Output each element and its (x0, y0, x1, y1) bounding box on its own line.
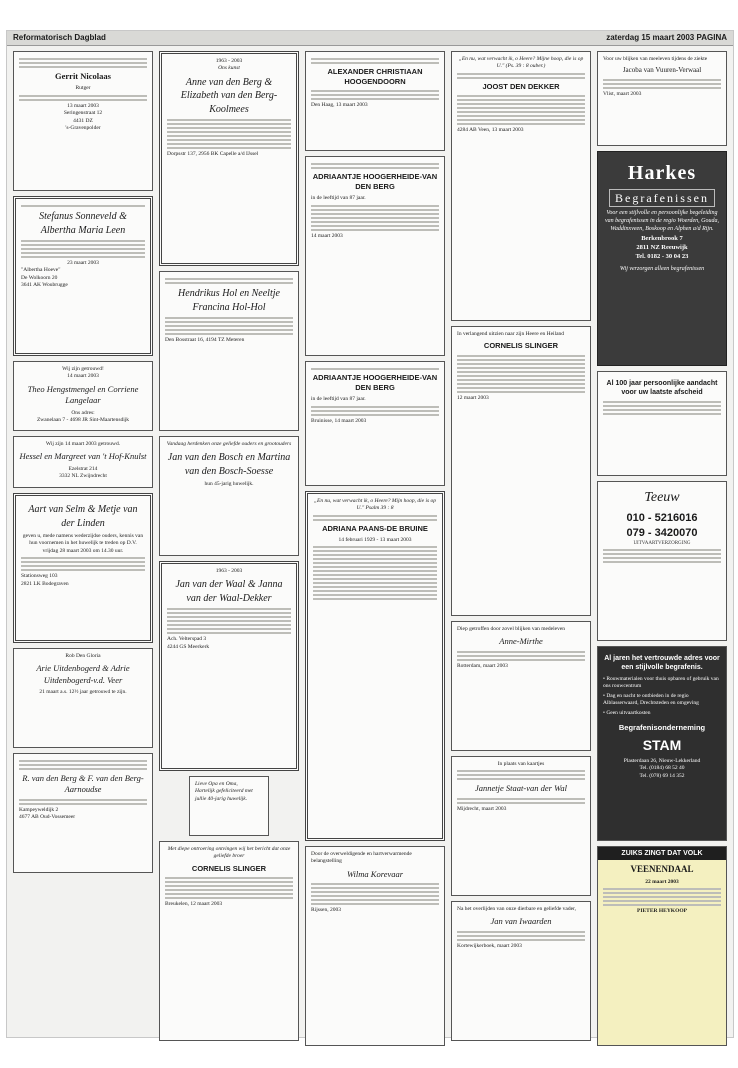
stam-phone-2: Tel. (078) 69 14 352 (639, 772, 685, 779)
publication-name: Reformatorisch Dagblad (13, 33, 106, 42)
teeuw-phone-1: 010 - 5216016 (626, 511, 698, 524)
announcement-title: Rob Den Gloria (65, 653, 101, 659)
announcement-address: Stationsweg 103 2821 LK Bodegraven (21, 573, 69, 587)
hundred-years-ad (597, 371, 727, 476)
death-announcement-hoogendoorn (305, 51, 445, 151)
announcement-names: ADRIAANTJE HOOGERHEIDE-VAN DEN BERG (312, 172, 438, 192)
text-lines (457, 770, 585, 780)
text-lines (603, 888, 721, 906)
text-lines (603, 79, 721, 89)
announcement-text: geven u, mede namens wederzijdse ouders, kennis van hun voornemen in het huwelijk te treden op D.V. vrijdag 28 maart 2003 om 14.30 uur. (22, 533, 144, 554)
greeting-card (189, 776, 269, 836)
stam-funeral-ad (597, 646, 727, 841)
announcement-subtitle: Ons kunst (218, 65, 240, 72)
announcement-names: Arie Uitdenbogerd & Adrie Uitdenbogerd-v.d. Veer (36, 663, 130, 685)
text-lines (457, 73, 585, 79)
teeuw-logo: Teeuw (644, 490, 680, 505)
page-header (7, 31, 733, 46)
announcement-title: Door de overweldigende en hartverwarmende belangstelling (311, 851, 412, 865)
text-lines (457, 355, 585, 393)
death-announcement-hoogerheide-2 (305, 361, 445, 486)
announcement-names: JOOST DEN DEKKER (482, 81, 560, 91)
text-lines (603, 549, 721, 563)
text-lines (313, 546, 437, 600)
anniversary-announcement-hol (159, 271, 299, 431)
announcement-date: Breukelen, 12 maart 2003 (165, 900, 223, 907)
harkes-text: Voor een stijlvolle en persoonlijke begeleiding van begrafenissen in de regio Woerden, Gouda, Waddinxveen, Boskoop en Alphen a/d Rijn. (605, 210, 719, 233)
announcement-address: Ach. Velterspad 3 4244 GS Meerkerk (167, 636, 210, 650)
announcement-title: Met diepe ontroering ontvingen wij het bericht dat onze geliefde broer (167, 846, 291, 860)
announcement-date: 13 maart 2003 (67, 102, 99, 109)
text-lines (165, 317, 293, 335)
death-announcement-slinger (159, 841, 299, 1041)
death-announcement-slinger-2 (451, 326, 591, 616)
announcement-title: Vandaag herdenken onze geliefde ouders en grootouders (166, 441, 292, 447)
announcement-date: 14 maart 2003 (311, 232, 343, 239)
announcement-names: CORNELIS SLINGER (191, 863, 267, 873)
announcement-names: Stefanus Sonneveld & Albertha Maria Leen (39, 211, 127, 236)
text-lines (457, 651, 585, 661)
announcement-names: ALEXANDER CHRISTIAAN HOOGENDOORN (327, 67, 423, 87)
announcement-title: Diep getroffen door zovel blijken van medeleven (457, 626, 566, 632)
announcement-title: Wij zijn getrouwd! (62, 366, 104, 372)
teeuw-ad (597, 481, 727, 641)
text-lines (311, 883, 439, 905)
announcement-names: Anne-Mirthe (499, 636, 543, 647)
text-lines (21, 205, 145, 207)
death-announcement-hoogerheide-1 (305, 156, 445, 356)
announcement-names: Jan van Iwaarden (490, 916, 552, 927)
announcement-names: Jan van der Waal & Janna van der Waal-Dekker (175, 579, 283, 604)
text-lines (457, 931, 585, 941)
announcement-name: Gerrit Nicolaas (55, 71, 111, 81)
announcement-date: 1963 - 2003 (215, 58, 243, 64)
greeting-text: Lieve Opa en Oma, Hartelijk gefeliciteerd met jullie 40-jarig huwelijk. (195, 781, 253, 802)
text-lines (313, 515, 437, 521)
veenendaal-concert-ad (597, 846, 727, 1046)
announcement-address: "Albertha Hoeve" De Wolkoorn 20 3641 AK Woubrugge (21, 267, 68, 289)
announcement-names: ADRIAANTJE HOOGERHEIDE-VAN DEN BERG (312, 373, 438, 393)
text-lines (165, 278, 293, 284)
announcement-address: Ons adres: Zwanelaan 7 - 4698 JR Sint-Maartensdijk (36, 409, 130, 424)
thank-you-announcement-van-iwaarden (451, 901, 591, 1041)
harkes-subtitle: Begrafenissen (609, 189, 715, 207)
stam-title: Al jaren het vertrouwde adres voor een stijlvolle begrafenis. (604, 655, 720, 672)
text-lines (19, 58, 147, 68)
concert-date: 22 maart 2003 (645, 878, 679, 885)
announcement-title: Na het overlijden van onze dierbare en geliefde vader, (457, 906, 577, 912)
text-lines (457, 95, 585, 125)
anniversary-announcement-van-den-bosch (159, 436, 299, 556)
teeuw-tagline: UITVAARTVERZORGING (633, 540, 691, 546)
venue-name: VEENENDAAL (630, 864, 694, 875)
text-lines (21, 240, 145, 258)
announcement-date: Mijdrecht, maart 2003 (457, 805, 507, 812)
announcement-names: Jan van den Bosch en Martina van den Bosch-Soesse (167, 452, 291, 477)
ad-title: Al 100 jaar persoonlijke aandacht voor uw laatste afscheid (606, 380, 718, 397)
harkes-address: Berkenbrook 7 2811 NZ Reeuwijk Tel. 0182 - 30 04 23 (635, 235, 689, 260)
announcement-date: 1963 - 2003 (215, 568, 243, 574)
announcement-address: Dorpsstr 137, 2956 BK Capelle a/d IJssel (167, 151, 259, 158)
bullet-item: • Rouwmaterialen voor thuis opbaren of gebruik van ons rouwcentrum (603, 676, 721, 691)
announcement-date: 12 maart 2003 (457, 394, 489, 401)
announcement-title: Wij zijn 14 maart 2003 getrouwd. (45, 441, 121, 447)
stam-heading: Begrafenisonderneming (618, 722, 706, 732)
thank-you-announcement-korevaar (305, 846, 445, 1046)
text-lines (311, 205, 439, 231)
announcement-subname: Rutger (75, 85, 91, 92)
text-lines (311, 368, 439, 370)
text-lines (165, 877, 293, 899)
text-lines (311, 163, 439, 169)
announcement-date: Bruinisse, 14 maart 2003 (311, 417, 367, 424)
bullet-item: • Dag en nacht te ontbieden in de regio Alblasserwaard, Drechtsteden en omgeving (603, 693, 721, 708)
text-lines (167, 119, 291, 149)
announcement-names: Jannetje Staat-van der Wal (475, 783, 567, 794)
ad-heading: ZUIKS ZINGT DAT VOLK (598, 847, 726, 860)
wedding-announcement-sonneveld (13, 196, 153, 356)
announcement-names: Aart van Selm & Metje van der Linden (28, 504, 138, 529)
announcement-title: „En nu, wat verwacht ik, o Heere? Mijn hoop, die is op U." Psalm 39 : 8 (313, 498, 436, 512)
text-lines (457, 798, 585, 804)
announcement-address: Kampeyweldijk 2 4677 AB Oud-Vossemeer (19, 806, 76, 821)
wedding-announcement-hengstmengel (13, 361, 153, 431)
announcement-names: R. van den Berg & F. van den Berg-Aarnoudse (22, 773, 144, 795)
announcement-address: Den Bosstraat 16, 4194 TZ Meteren (165, 337, 245, 343)
announcement-title: „En nu, wat verwacht ik, o Heere? Mijne hoop, die is op U." (Ps. 39 : 8 ouber.) (458, 56, 584, 70)
announcement-date: 4284 AB Veen, 13 maart 2003 (457, 126, 524, 133)
stam-logo: STAM (642, 737, 682, 754)
text-lines (19, 95, 147, 101)
announcement-names: Hendrikus Hol en Neeltje Francina Hol-Hol (178, 288, 280, 313)
announcement-date: Kortewijkerboek, maart 2003 (457, 942, 522, 949)
announcement-title: Voor uw blijken van meeleven tijdens de ziekte (603, 56, 708, 62)
announcement-date: 14 maart 2003 (67, 373, 99, 380)
text-lines (167, 608, 291, 634)
announcement-address: Ezelstrat 214 3332 NL Zwijndrecht (59, 465, 107, 480)
anniversary-announcement-van-den-berg (13, 753, 153, 873)
stam-phone: Tel. (0184) 68 52 40 (639, 765, 685, 772)
announcement-names: Jacoba van Vuuren-Verwaal (622, 66, 702, 75)
text-lines (311, 58, 439, 64)
newspaper-page (6, 30, 734, 1038)
announcement-text: hun 45-jarig huwelijk. (204, 481, 254, 488)
announcement-title: In plaats van kaartjes (497, 761, 545, 767)
announcement-names: Wilma Korevaar (346, 868, 404, 879)
announcement-date: Den Haag, 13 maart 2003 (311, 102, 368, 109)
text-lines (19, 760, 147, 770)
announcement-date: 14 februari 1929 - 13 maart 2003 (338, 536, 412, 543)
announcement-names: Theo Hengstmengel en Corriene Langelaar (27, 383, 139, 406)
death-announcement-paans (305, 491, 445, 841)
announcement-date: 23 maart 2003 (67, 260, 99, 266)
engagement-announcement-van-selm (13, 493, 153, 643)
text-lines (19, 799, 147, 805)
announcement-text: in de leeftijd van 87 jaar. (311, 195, 366, 202)
anniversary-announcement-anne-van-den-berg (159, 51, 299, 266)
death-announcement-den-dekker (451, 51, 591, 321)
stam-bullets (603, 676, 721, 717)
wedding-announcement-van-t-hof (13, 436, 153, 488)
announcement-date: Vlist, maart 2003 (603, 90, 642, 97)
page-date: zaterdag 15 maart 2003 PAGINA (606, 33, 727, 42)
teeuw-phone-2: 079 - 3420070 (626, 526, 698, 539)
thank-you-announcement-anne-mirthe (451, 621, 591, 751)
performer-name: PIETER HEYKOOP (637, 908, 687, 914)
announcement-date: Rotterdam, maart 2003 (457, 662, 508, 669)
announcement-names: Hessel en Margreet van 't Hof-Knulst (19, 451, 147, 462)
announcement-title: In verlangend uitzien naar zijn Heere en Heiland (457, 331, 565, 337)
birth-announcement-gerrit (13, 51, 153, 191)
thank-you-announcement-van-vuuren (597, 51, 727, 146)
text-lines (311, 90, 439, 100)
announcement-date: Rijssen, 2003 (311, 907, 341, 914)
announcement-names: CORNELIS SLINGER (483, 341, 559, 351)
stam-address: Plasterdaan 26, Nieuw-Lekkerland (623, 758, 701, 764)
harkes-funeral-ad (597, 151, 727, 366)
announcement-names: ADRIANA PAANS-DE BRUINE (322, 523, 428, 533)
harkes-tagline: Wij verzorgen alleen begrafenissen (619, 265, 705, 272)
announcement-address: Seringenstraat 12 4431 DZ 's-Gravenpolder (63, 110, 103, 132)
bullet-item: • Geen uitvaartkosten (603, 710, 721, 717)
text-lines (21, 557, 145, 571)
announcement-names: Anne van den Berg & Elizabeth van den Berg-Koolmees (180, 76, 278, 115)
anniversary-announcement-uitdenbogerd (13, 648, 153, 748)
announcement-text: in de leeftijd van 87 jaar. (311, 396, 366, 403)
text-lines (311, 406, 439, 416)
thank-you-announcement-staat (451, 756, 591, 896)
harkes-logo: Harkes (627, 162, 697, 184)
anniversary-announcement-van-der-waal (159, 561, 299, 771)
text-lines (603, 401, 721, 415)
announcement-text: 21 maart a.s. 12½ jaar getrouwd te zijn. (39, 689, 127, 696)
